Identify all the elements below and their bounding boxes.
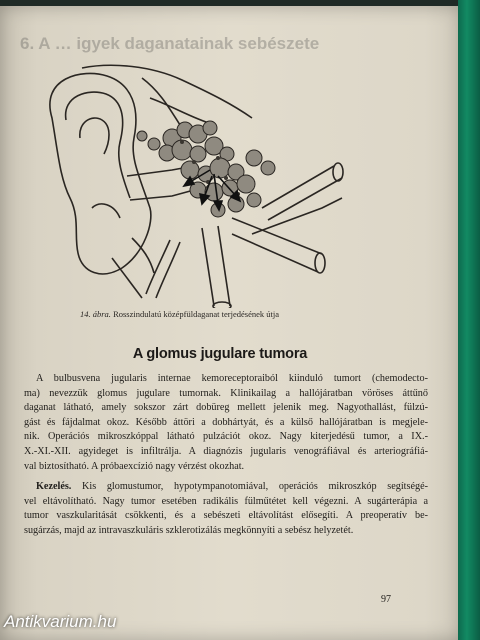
paragraph-line	[24, 480, 428, 495]
paragraph-description	[24, 372, 428, 474]
paragraph-line: nik. Operációs mikroszkóppal látható pulzációt okoz. Nagy kiterjedésű tumor, a IX.-	[24, 431, 428, 443]
paragraph-line: tumor vaszkularitását csökkenti, és a sebészeti eltávolítást elősegíti. A preoperatív be-	[24, 510, 428, 522]
paragraph-line: ma) nevezzük glomus jugulare tumornak. Klinikailag a hallójáratban vöröses áttűnő	[24, 387, 428, 399]
paragraph-line: gást és fájdalmat okoz. Később áttöri a dobhártyát, és a külső hallójáratban is megjele-	[24, 416, 428, 428]
paragraph-line: A bulbusvena jugularis internae kemoreceptoraiból kiinduló tumort (chemodecto-	[36, 373, 428, 384]
figure-label: 14. ábra.	[80, 309, 111, 319]
paragraph-line: daganat látható, amely sokszor zárt dobüreg mellett jelenik meg. Nagyothallást, fülzú-	[24, 402, 428, 414]
treatment-first-line: Kis glomustumor, hypotympanotomiával, operációs mikroszkóp segítségé-	[82, 481, 428, 492]
treatment-label: Kezelés.	[36, 481, 72, 492]
figure-caption-text: Rosszindulatú középfüldaganat terjedésének útja	[113, 309, 279, 319]
figure-caption	[80, 309, 279, 319]
ear-anatomy-illustration	[22, 58, 362, 308]
show-through-heading: 6. A … igyek daganatainak sebészete	[20, 34, 320, 53]
page-number: 97	[381, 594, 391, 605]
section-title: A glomus jugulare tumora	[132, 346, 308, 362]
paragraph-line: X.-XI.-XII. agyideget is infiltrálja. A diagnózis jugularis venográfiával és arteriográfiá-	[24, 445, 428, 457]
green-book-cover	[458, 0, 480, 640]
paragraph-line: val biztosítható. A próbaexcízió nagy vérzést okozhat.	[24, 460, 245, 472]
paragraph-treatment	[24, 480, 428, 538]
paragraph-line: sugárzás, majd az intravaszkuláris szklerotizálás megkönnyíti a sebész helyzetét.	[24, 524, 354, 536]
watermark-logo: Antikvarium.hu	[4, 612, 117, 631]
paragraph-line: vel eltávolítható. Nagy tumor esetében radikális fülműtétet kell végezni. A sugárterápia a	[24, 495, 428, 507]
